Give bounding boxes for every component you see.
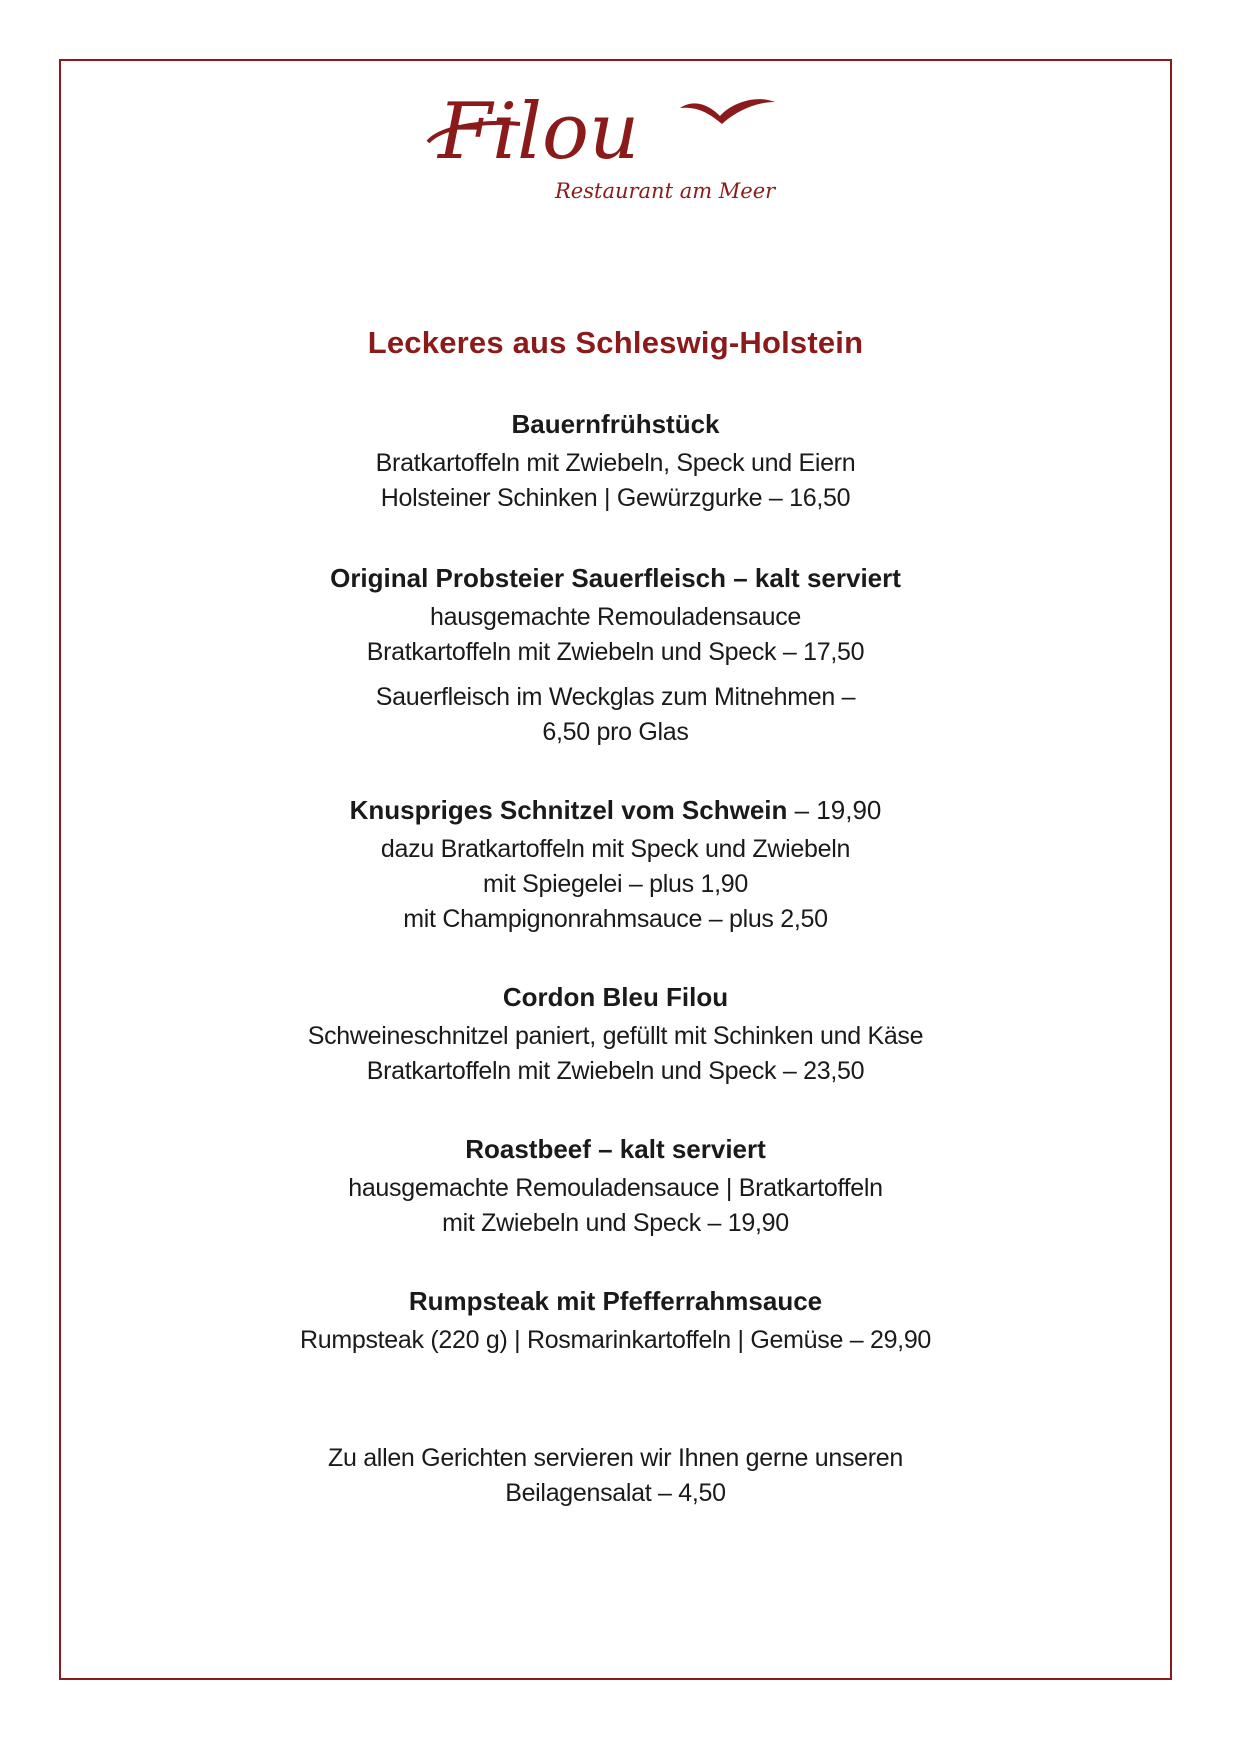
dish-description: hausgemachte Remouladensauce <box>429 603 802 631</box>
footer-line: Beilagensalat – 4,50 <box>505 1479 726 1507</box>
dish-option: mit Champignonrahmsauce – plus 2,50 <box>403 905 828 933</box>
dish-option: mit Spiegelei – plus 1,90 <box>483 870 748 898</box>
side-salad-note <box>59 1441 1172 1511</box>
filou-logo <box>410 80 830 210</box>
dish-description: mit Zwiebeln und Speck – 19,90 <box>442 1209 789 1237</box>
dish-name-row <box>59 792 1172 828</box>
dish-name: Knuspriges Schnitzel vom Schwein <box>349 795 788 825</box>
dish-description: Bratkartoffeln mit Zwiebeln, Speck und Eiern <box>375 449 856 477</box>
dish-name: Cordon Bleu Filou <box>502 982 729 1012</box>
dish-name: Bauernfrühstück <box>511 409 720 439</box>
dish-extra-line: Sauerfleisch im Weckglas zum Mitnehmen – <box>375 683 856 711</box>
logo-tagline: Restaurant am Meer <box>555 179 776 203</box>
dish-name: Rumpsteak mit Pfefferrahmsauce <box>408 1286 823 1316</box>
dish-extra-offer <box>59 680 1172 750</box>
dish-price: – 19,90 <box>787 795 882 825</box>
footer-line: Zu allen Gerichten servieren wir Ihnen gerne unseren <box>327 1444 903 1472</box>
restaurant-logo <box>0 80 1240 210</box>
dish-description: hausgemachte Remouladensauce | Bratkartoffeln <box>348 1174 883 1202</box>
dish-description: Bratkartoffeln mit Zwiebeln und Speck – 17,50 <box>366 638 865 666</box>
dish-description: Bratkartoffeln mit Zwiebeln und Speck – 23,50 <box>366 1057 865 1085</box>
dish-name: Original Probsteier Sauerfleisch – kalt serviert <box>330 563 901 593</box>
menu-content <box>59 320 1172 1511</box>
dish-schnitzel <box>59 792 1172 937</box>
dish-description: Rumpsteak (220 g) | Rosmarinkartoffeln | Gemüse – 29,90 <box>299 1326 932 1354</box>
dish-roastbeef <box>59 1131 1172 1241</box>
dish-name: Roastbeef – kalt serviert <box>465 1134 766 1164</box>
dish-rumpsteak <box>59 1283 1172 1358</box>
dish-sauerfleisch <box>59 560 1172 750</box>
seagull-icon <box>680 99 775 124</box>
dish-description: dazu Bratkartoffeln mit Speck und Zwiebeln <box>380 835 851 863</box>
dish-description: Schweineschnitzel paniert, gefüllt mit Schinken und Käse <box>307 1022 924 1050</box>
dish-bauernfruehstueck <box>59 406 1172 516</box>
dish-extra-line: 6,50 pro Glas <box>542 718 689 746</box>
menu-heading: Leckeres aus Schleswig-Holstein <box>367 325 864 360</box>
logo-wordmark: Filou <box>438 87 640 177</box>
dish-description: Holsteiner Schinken | Gewürzgurke – 16,50 <box>380 484 851 512</box>
dish-cordon-bleu <box>59 979 1172 1089</box>
